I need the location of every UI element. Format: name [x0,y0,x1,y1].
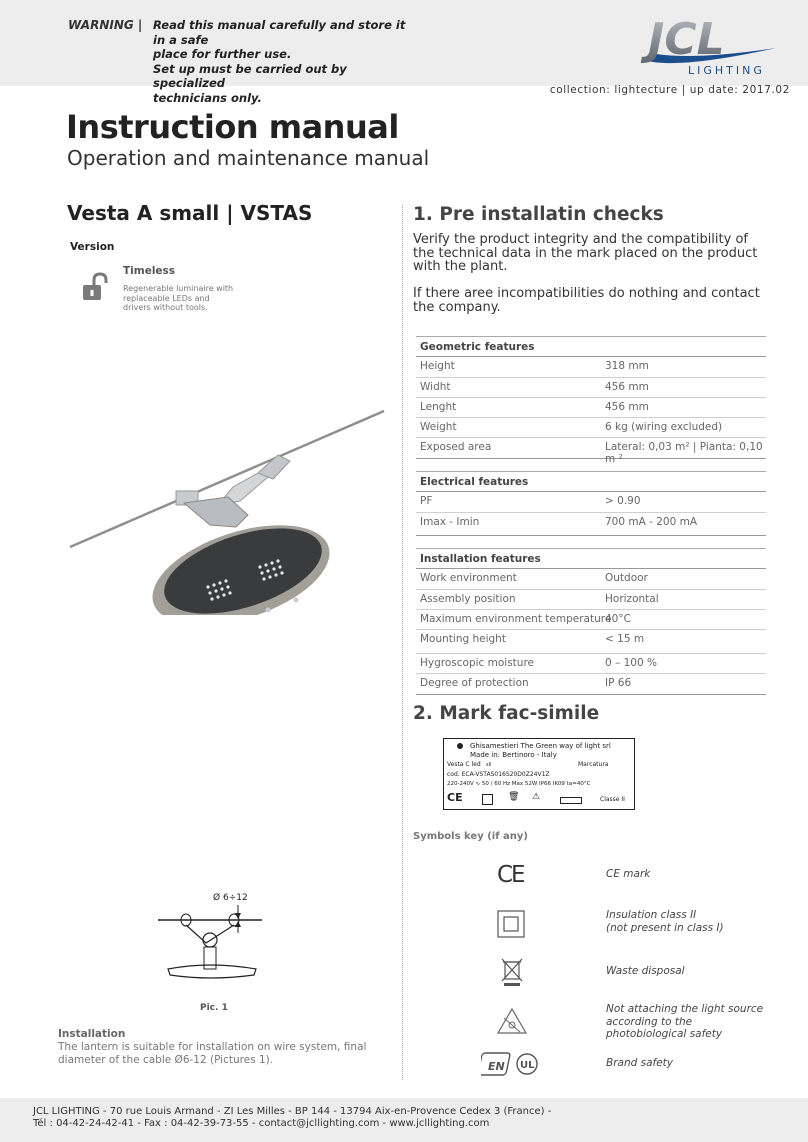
table-row: Hygroscopic moisture 0 – 100 % [416,654,766,674]
table-row: Mounting height < 15 m [416,630,766,654]
luminaire-illustration [68,405,386,615]
section-heading-pre-install: 1. Pre installatin checks [413,204,664,225]
section-paragraph: If there aree incompatibilities do nothing and contact the company. [413,286,760,315]
table-row: Widht 456 mm [416,378,766,398]
warning-text [153,18,413,105]
symbols-key-label: Symbols key (if any) [413,831,528,842]
warning-line: place for further use. [153,47,292,61]
table-header: Installation features [416,548,766,569]
logo-text: JCL [648,14,725,65]
footer-address: JCL LIGHTING - 70 rue Louis Armand - ZI Les Milles - BP 144 - 13794 Aix-en-Provence Cedex 3 (France) - [33,1106,552,1117]
unlocked-padlock-icon [82,272,108,302]
section-paragraph: Verify the product integrity and the compatibility of the technical data in the mark placed on the product with the plant. [413,232,758,274]
fuse-icon [560,797,582,804]
svg-text:UL: UL [520,1060,535,1071]
column-divider [402,205,403,1080]
diameter-label: Ø 6÷12 [213,893,248,903]
waste-bin-icon: 🗑 [508,792,520,802]
bullet-icon [457,743,463,749]
table-row: Lenght 456 mm [416,398,766,418]
logo-subtext: LIGHTING [688,64,765,77]
enec-ul-icon [481,1050,541,1078]
insulation-class-icon [482,794,493,805]
page-subtitle: Operation and maintenance manual [67,146,430,170]
mark-specs: 220-240V ∿ 50 / 60 Hz Max 52W IP66 IK09 ta=40°C [447,781,591,787]
table-header: Geometric features [416,336,766,357]
section-heading-mark: 2. Mark fac-simile [413,703,600,724]
table-row: Work environment Outdoor [416,569,766,589]
page-title: Instruction manual [66,108,399,146]
table-row: Maximum environment temperature 40°C [416,610,766,630]
no-staring-icon [496,1007,528,1035]
installation-features-table [416,548,766,695]
picture-caption: Pic. 1 [200,1003,228,1013]
product-name: Vesta A small | VSTAS [67,201,313,225]
symbol-text: Not attaching the light source according to the photobiological safety [606,1003,764,1040]
version-label: Version [70,241,115,253]
collection-info: collection: lightecture | up date: 2017.02 [549,84,790,96]
mark-company: Ghisamestieri The Green way of light srl [470,742,611,750]
table-row: Exposed area Lateral: 0,03 m² | Pianta: 0,10 m ² [420,441,763,466]
installation-diagram [150,885,280,985]
table-row: Degree of protection IP 66 [420,677,632,690]
mark-code: cod. ECA-VSTAS016S20D0Z24V1Z [447,771,550,778]
table-header: Electrical features [416,471,766,492]
table-row: Imax - Imin 700 mA - 200 mA [420,515,698,528]
warning-line: Read this manual carefully and store it in a safe [153,18,406,47]
warning-line: Set up must be carried out by specialized [153,61,347,90]
symbol-text: Brand safety [606,1057,674,1069]
jcl-lighting-logo [636,8,786,78]
table-row: Height 318 mm [416,357,766,377]
svg-text:EN: EN [488,1060,505,1073]
insulation-class-icon [497,910,525,938]
warning-label: WARNING | [68,18,143,32]
no-staring-icon: ⚠ [532,792,541,802]
footer-contact: Tél : 04-42-24-42-41 - Fax : 04-42-39-73-55 - contact@jcllighting.com - www.jcllighting.com [33,1118,490,1129]
symbol-text: CE mark [606,868,651,880]
installation-text: The lantern is suitable for installation on wire system, final diameter of the cable Ø6-12 (Pictures 1). [58,1041,367,1066]
symbol-text: Waste disposal [606,965,685,977]
mark-facsimile [443,738,635,810]
mark-origin: Made in: Bertinoro - Italy [470,751,557,759]
geometric-features-table [416,336,766,466]
electrical-features-table [416,471,766,536]
mark-ce: CE [447,791,463,804]
ce-mark-icon: CE [497,862,524,888]
symbol-text: Insulation class II (not present in class I) [606,909,724,934]
mark-model: Vesta C led [447,761,481,768]
waste-bin-icon [500,957,524,987]
warning-line: technicians only. [153,90,262,105]
mark-marcatura: Marcatura [578,761,609,768]
version-description: Regenerable luminaire with replaceable LEDs and drivers without tools. [123,284,234,312]
mark-model-suffix: sll [486,762,492,768]
version-name: Timeless [123,265,176,277]
installation-title: Installation [58,1028,126,1040]
table-row: PF > 0.90 [416,492,766,512]
mark-classe: Classe II [600,796,625,803]
table-row: Weight 6 kg (wiring excluded) [416,418,766,438]
table-row: Assembly position Horizontal [416,590,766,610]
